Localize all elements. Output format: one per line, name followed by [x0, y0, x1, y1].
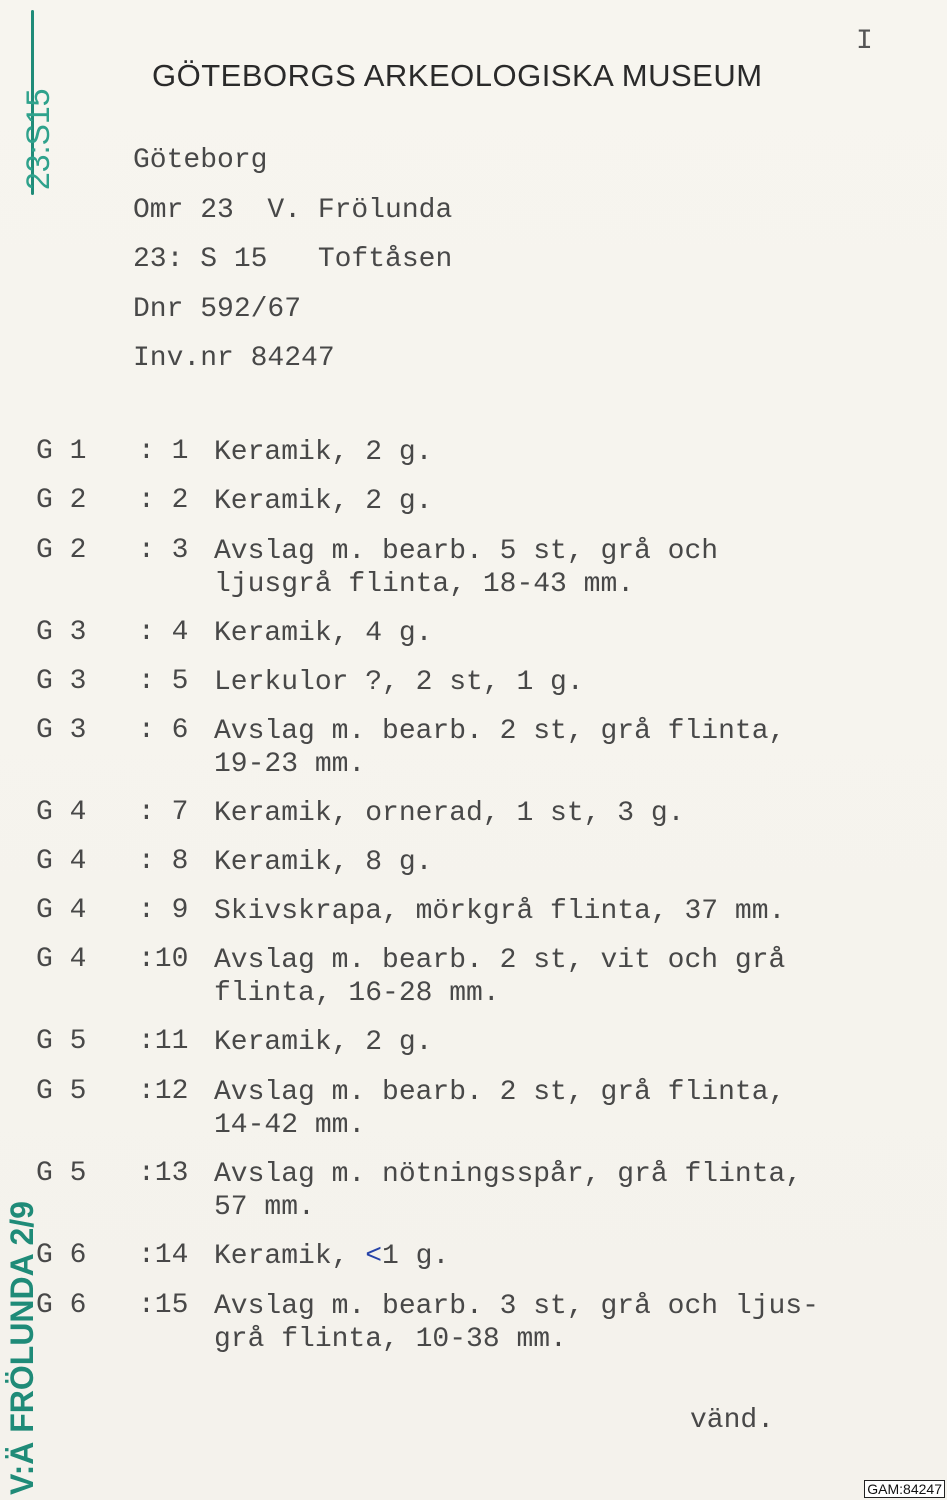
- find-number: : 3: [138, 535, 189, 566]
- find-description: Avslag m. bearb. 2 st, grå flinta, 19-23 mm.: [214, 716, 786, 780]
- find-description: Lerkulor ?, 2 st, 1 g.: [214, 667, 584, 698]
- grid-label: G 5: [36, 1076, 87, 1107]
- grid-label: G 1: [36, 436, 87, 467]
- grid-label: G 2: [36, 485, 87, 516]
- header-dnr: Dnr 592/67: [133, 293, 302, 325]
- grid-label: G 6: [36, 1240, 87, 1271]
- find-number: :13: [138, 1158, 189, 1189]
- find-description-pre: Keramik,: [214, 1241, 366, 1272]
- card-header: [133, 136, 452, 384]
- find-description: Keramik, ornerad, 1 st, 3 g.: [214, 798, 685, 829]
- header-site: 23: S 15 Toftåsen: [133, 244, 453, 275]
- grid-label: G 4: [36, 797, 87, 828]
- handwritten-site-number: 23:S15: [20, 88, 56, 190]
- find-description: Keramik, 8 g.: [214, 847, 433, 878]
- find-number: : 2: [138, 485, 189, 516]
- find-description: [214, 1240, 934, 1273]
- header-inventory: Inv.nr 84247: [133, 343, 335, 374]
- find-number: :14: [138, 1240, 189, 1271]
- less-than-mark: <: [365, 1241, 383, 1272]
- grid-label: G 4: [36, 846, 87, 877]
- parish-stamp: V:Ä FRÖLUNDA 2/9: [4, 1201, 40, 1495]
- grid-label: G 3: [36, 666, 87, 697]
- find-description: Keramik, 2 g.: [214, 437, 433, 468]
- catalog-id-label: GAM:84247: [864, 1480, 945, 1498]
- find-description: Skivskrapa, mörkgrå flinta, 37 mm.: [214, 896, 786, 927]
- grid-label: G 5: [36, 1026, 87, 1057]
- find-number: : 7: [138, 797, 189, 828]
- find-number: :11: [138, 1026, 189, 1057]
- find-number: : 5: [138, 666, 189, 697]
- museum-name: GÖTEBORGS ARKEOLOGISKA MUSEUM: [152, 58, 763, 93]
- grid-label: G 5: [36, 1158, 87, 1189]
- find-number: :12: [138, 1076, 189, 1107]
- find-number: : 8: [138, 846, 189, 877]
- find-description: Avslag m. bearb. 5 st, grå och ljusgrå flinta, 18-43 mm.: [214, 536, 719, 600]
- find-description: Avslag m. bearb. 3 st, grå och ljus- grå flinta, 10-38 mm.: [214, 1291, 819, 1355]
- find-number: :10: [138, 944, 189, 975]
- grid-label: G 3: [36, 715, 87, 746]
- find-description: Avslag m. bearb. 2 st, vit och grå flinta, 16-28 mm.: [214, 945, 786, 1009]
- find-number: : 9: [138, 895, 189, 926]
- find-description: Avslag m. nötningsspår, grå flinta, 57 mm.: [214, 1159, 803, 1223]
- find-description: Keramik, 2 g.: [214, 1027, 433, 1058]
- find-number: :15: [138, 1290, 189, 1321]
- grid-label: G 6: [36, 1290, 87, 1321]
- find-description: Avslag m. bearb. 2 st, grå flinta, 14-42 mm.: [214, 1077, 786, 1141]
- find-number: : 6: [138, 715, 189, 746]
- header-area: Omr 23 V. Frölunda: [133, 194, 453, 226]
- find-description: Keramik, 2 g.: [214, 486, 433, 517]
- find-number: : 4: [138, 617, 189, 648]
- find-description: Keramik, 4 g.: [214, 618, 433, 649]
- turn-over-note: vänd.: [690, 1405, 775, 1436]
- grid-label: G 4: [36, 895, 87, 926]
- sheet-number: I: [856, 26, 873, 57]
- header-city: Göteborg: [133, 145, 268, 176]
- grid-label: G 4: [36, 944, 87, 975]
- find-description-post: 1 g.: [382, 1241, 450, 1272]
- find-number: : 1: [138, 436, 189, 467]
- grid-label: G 2: [36, 535, 87, 566]
- grid-label: G 3: [36, 617, 87, 648]
